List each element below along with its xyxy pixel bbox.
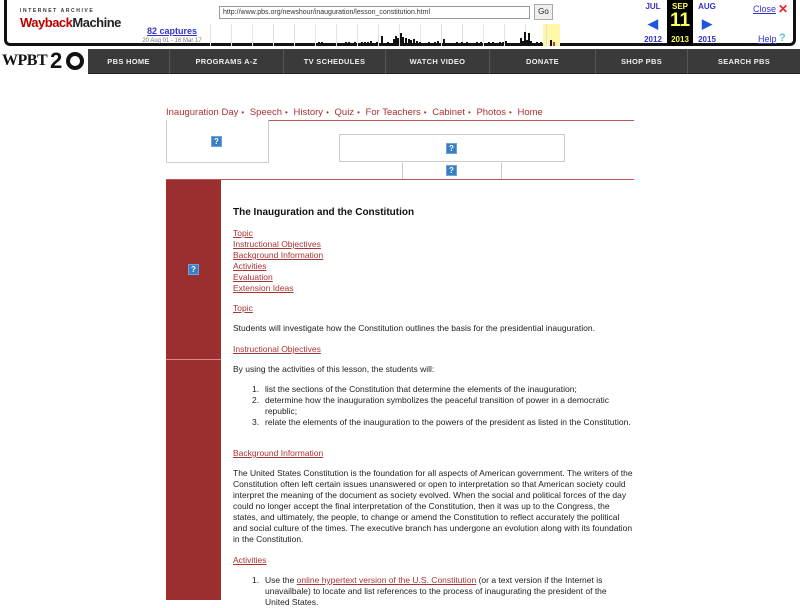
- captures-range: 20 Aug 01 - 16 Mar 17: [142, 38, 202, 44]
- wayback-word: Wayback: [20, 15, 73, 30]
- captures-link[interactable]: 82 captures: [146, 26, 198, 36]
- site-nav-history[interactable]: History: [293, 107, 324, 118]
- wayback-toolbar: [0, 0, 800, 49]
- nav-watch-video[interactable]: WATCH VIDEO: [386, 49, 490, 74]
- site-nav-speech[interactable]: Speech: [249, 107, 283, 118]
- prev-capture[interactable]: [640, 0, 666, 46]
- broken-image-icon: ?: [446, 143, 457, 154]
- objectives-intro: By using the activities of this lesson, the students will:: [233, 364, 435, 374]
- table-of-contents: [233, 228, 323, 294]
- toc-extension-ideas[interactable]: Extension Ideas: [233, 283, 294, 293]
- divider: [166, 179, 634, 180]
- wayback-logo[interactable]: [20, 8, 121, 30]
- objective-item: 1. list the sections of the Constitution that determine the elements of the inauguration;: [252, 384, 577, 394]
- current-month: SEP: [671, 2, 688, 11]
- broken-image-icon: ?: [188, 264, 199, 275]
- nav-shop-pbs[interactable]: SHOP PBS: [596, 49, 688, 74]
- background-heading-link[interactable]: Background Information: [233, 448, 324, 458]
- toc-instructional-objectives[interactable]: Instructional Objectives: [233, 239, 321, 249]
- machine-word: Machine: [72, 15, 121, 30]
- topic-text: Students will investigate how the Constitution outlines the basis for the presidential inauguration.: [233, 323, 595, 333]
- site-nav-photos[interactable]: Photos: [476, 107, 507, 118]
- internet-archive-label: INTERNET ARCHIVE: [20, 8, 95, 14]
- constitution-hypertext-link[interactable]: online hypertext version of the U.S. Constitution: [296, 575, 477, 585]
- close-link[interactable]: Close: [753, 4, 777, 14]
- nav-donate[interactable]: DONATE: [490, 49, 596, 74]
- nav-tv-schedules[interactable]: TV SCHEDULES: [284, 49, 386, 74]
- date-navigator: [640, 0, 720, 46]
- pbs-nav-items: [88, 49, 800, 74]
- site-nav-cabinet[interactable]: Cabinet: [432, 107, 465, 118]
- broken-image-icon: ?: [446, 165, 457, 176]
- background-text: The United States Constitution is the foundation for all aspects of American government. The writers of the Constitution often left certain issues unanswered or open to interpretation so that American society could interpret the meaning of the document as society evolved. When the social and political forces of the day could no longer accept the final interpretation of the Constitution, then it was up to the Congress, the states, and ultimately, the people, to change or amend the Constitution to reflect accurately the political and social culture of the times. The executive branch has undergone an evolution along with its foundation in the Constitution.: [233, 468, 633, 544]
- capture-sparkline[interactable]: [210, 24, 560, 46]
- red-sidebar: [166, 180, 221, 600]
- help-link[interactable]: Help: [758, 34, 777, 44]
- site-nav-home[interactable]: Home: [517, 107, 543, 118]
- activities-heading-link[interactable]: Activities: [233, 555, 267, 565]
- close-icon[interactable]: ✕: [778, 2, 789, 16]
- site-nav-quiz[interactable]: Quiz: [334, 107, 355, 118]
- current-day: 11: [669, 10, 691, 31]
- site-nav: Inauguration Day • Speech • History • Quiz • For Teachers • Cabinet • Photos • Home: [166, 107, 543, 118]
- topic-heading-link[interactable]: Topic: [233, 303, 253, 313]
- prev-year[interactable]: 2012: [644, 35, 662, 44]
- next-month: AUG: [698, 2, 716, 11]
- site-nav-inauguration-day[interactable]: Inauguration Day: [166, 107, 239, 118]
- nav-programs-a-z[interactable]: PROGRAMS A-Z: [170, 49, 284, 74]
- captures-info: [132, 26, 212, 44]
- prev-arrow-icon[interactable]: ◀: [648, 16, 658, 31]
- sidebar-divider: [166, 359, 221, 360]
- toc-topic[interactable]: Topic: [233, 228, 253, 238]
- toc-activities[interactable]: Activities: [233, 261, 267, 271]
- activity-item: 1. Use the online hypertext version of the U.S. Constitution (or a text version if the Internet is unavailbale) to locate and list references to the process of inaugurating the president of the United States.: [252, 575, 607, 607]
- station-logo[interactable]: [0, 49, 88, 74]
- pbs-nav-bar: [0, 49, 800, 74]
- next-year[interactable]: 2015: [698, 35, 716, 44]
- channel-number: 2: [50, 48, 63, 73]
- toc-evaluation[interactable]: Evaluation: [233, 272, 273, 282]
- divider: [268, 120, 634, 121]
- prev-month: JUL: [645, 2, 661, 11]
- objectives-heading-link[interactable]: Instructional Objectives: [233, 344, 321, 354]
- next-arrow-icon[interactable]: ▶: [702, 16, 712, 31]
- toc-background-information[interactable]: Background Information: [233, 250, 324, 260]
- current-capture: [667, 0, 693, 46]
- lesson-title: The Inauguration and the Constitution: [233, 207, 415, 218]
- site-nav-for-teachers[interactable]: For Teachers: [365, 107, 421, 118]
- pbs-head-icon: [66, 52, 84, 70]
- nav-pbs-home[interactable]: PBS HOME: [88, 49, 170, 74]
- help-icon[interactable]: ?: [779, 32, 786, 44]
- url-input[interactable]: http://www.pbs.org/newshour/inauguration/lesson_constitution.html: [219, 6, 530, 19]
- next-capture[interactable]: [694, 0, 720, 46]
- objectives-list: [252, 384, 633, 428]
- nav-search-pbs[interactable]: SEARCH PBS: [717, 57, 771, 66]
- broken-image-icon: ?: [211, 136, 222, 147]
- objective-item: 2. determine how the inauguration symbolizes the peaceful transition of power in a democratic republic;: [252, 395, 609, 416]
- activities-list: [252, 575, 633, 608]
- station-name: WPBT: [2, 52, 48, 69]
- go-button[interactable]: Go: [534, 4, 553, 20]
- current-year: 2013: [671, 35, 689, 44]
- objective-item: 3. relate the elements of the inauguration to the powers of the president as listed in the Constitution.: [252, 417, 631, 427]
